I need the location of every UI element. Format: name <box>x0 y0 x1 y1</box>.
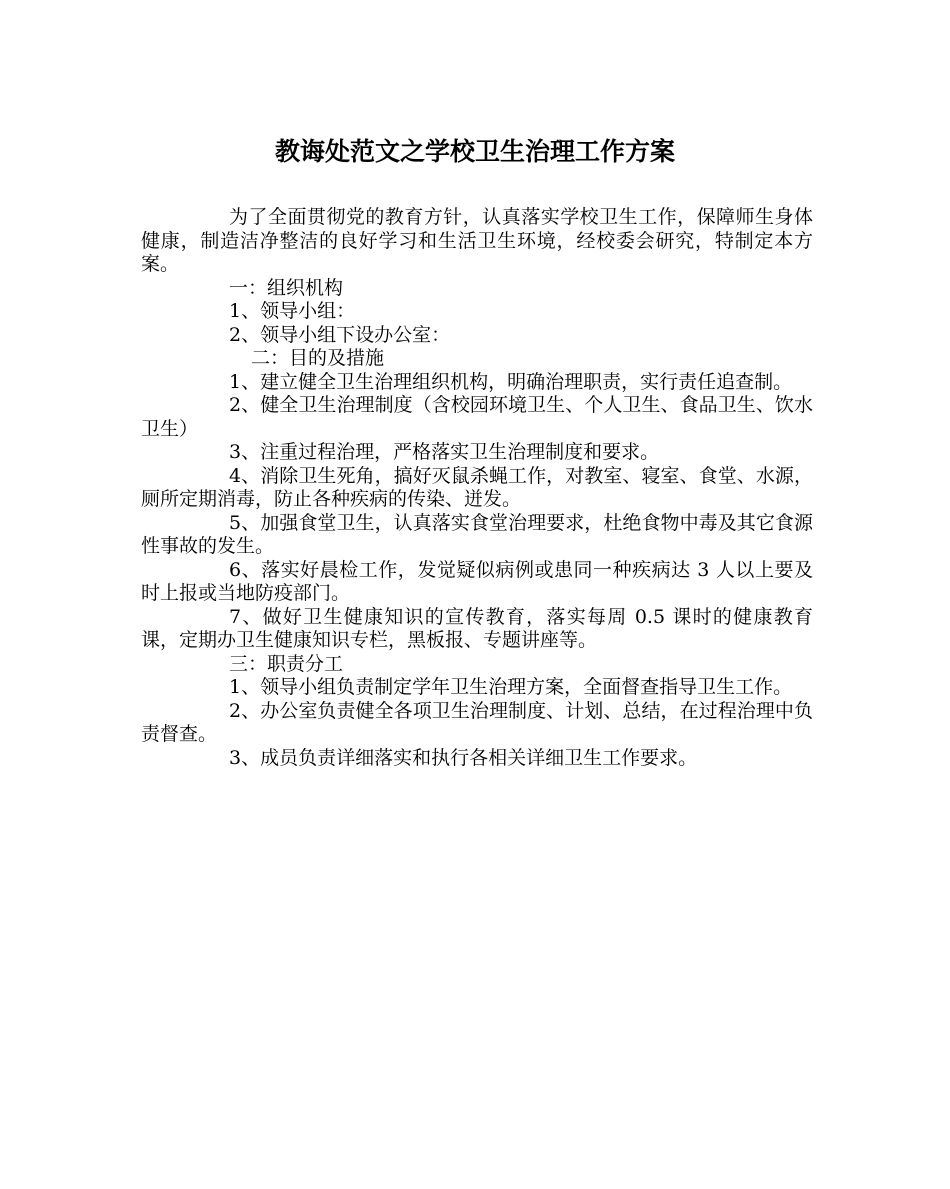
list-item: 2、办公室负责健全各项卫生治理制度、计划、总结，在过程治理中负责督查。 <box>141 699 813 745</box>
intro-paragraph: 为了全面贯彻党的教育方针，认真落实学校卫生工作，保障师生身体健康，制造洁净整洁的良好学习和生活卫生环境，经校委会研究，特制定本方案。 <box>141 206 813 275</box>
list-item: 6、落实好晨检工作，发觉疑似病例或患同一种疾病达 3 人以上要及时上报或当地防疫部门。 <box>141 558 813 604</box>
list-item: 2、领导小组下设办公室： <box>229 323 451 346</box>
list-item: 1、领导小组： <box>229 300 356 322</box>
document-body <box>141 206 813 770</box>
section-heading-organization: 一：组织机构 <box>229 276 344 299</box>
page-title: 教诲处范文之学校卫生治理工作方案 <box>274 137 675 166</box>
list-item: 4、消除卫生死角，搞好灭鼠杀蝇工作，对教室、寝室、食堂、水源，厕所定期消毒，防止各种疾病的传染、迸发。 <box>141 464 813 510</box>
list-item: 2、健全卫生治理制度（含校园环境卫生、个人卫生、食品卫生、饮水卫生） <box>141 394 813 440</box>
list-item: 1、建立健全卫生治理组织机构，明确治理职责，实行责任追查制。 <box>229 370 793 393</box>
list-item: 3、注重过程治理，严格落实卫生治理制度和要求。 <box>229 441 660 463</box>
section-heading-goals: 二：目的及措施 <box>251 347 385 369</box>
list-item: 5、加强食堂卫生，认真落实食堂治理要求，杜绝食物中毒及其它食源性事故的发生。 <box>141 511 813 557</box>
list-item: 7、做好卫生健康知识的宣传教育，落实每周 0.5 课时的健康教育课，定期办卫生健康知识专栏，黑板报、专题讲座等。 <box>141 605 813 651</box>
section-heading-duties: 三：职责分工 <box>229 652 344 675</box>
list-item: 1、领导小组负责制定学年卫生治理方案，全面督查指导卫生工作。 <box>229 676 793 698</box>
list-item: 3、成员负责详细落实和执行各相关详细卫生工作要求。 <box>229 746 698 769</box>
